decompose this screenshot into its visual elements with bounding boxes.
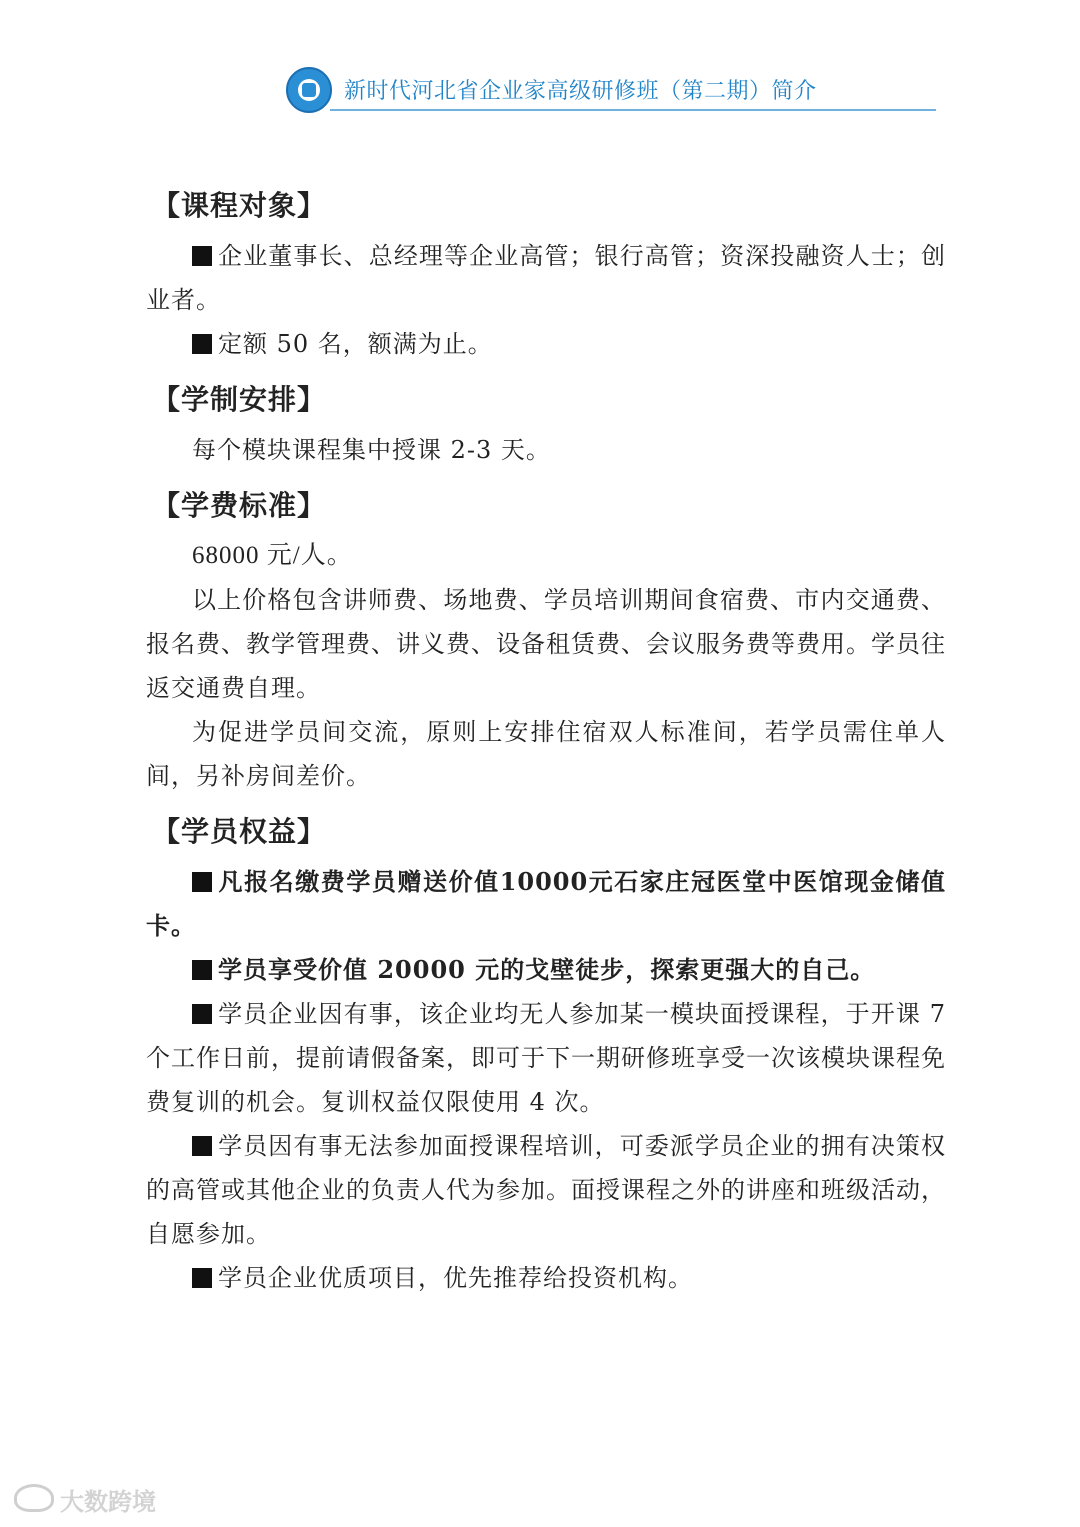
square-bullet-icon xyxy=(192,872,212,892)
page-header xyxy=(280,64,936,112)
square-bullet-icon xyxy=(192,246,212,266)
section-title-benefits: 【学员权益】 xyxy=(152,815,327,848)
watermark-logo-icon xyxy=(14,1484,54,1512)
institute-logo-icon xyxy=(286,67,332,113)
square-bullet-icon xyxy=(192,1268,212,1288)
square-bullet-icon xyxy=(192,1004,212,1024)
section-title-schedule: 【学制安排】 xyxy=(152,383,327,416)
header-title: 新时代河北省企业家高级研修班（第二期）简介 xyxy=(344,79,817,104)
tuition-price: 68000 元/人。 xyxy=(192,542,353,569)
document-body xyxy=(146,186,946,1300)
section-title-course-target: 【课程对象】 xyxy=(152,189,327,222)
square-bullet-icon xyxy=(192,1136,212,1156)
watermark-text: 大数跨境 xyxy=(60,1488,156,1516)
header-divider xyxy=(330,109,936,111)
watermark xyxy=(14,1478,154,1518)
square-bullet-icon xyxy=(192,334,212,354)
paragraph: 学员因有事无法参加面授课程培训，可委派学员企业的拥有决策权的高管或其他企业的负责人代为参加。面授课程之外的讲座和班级活动，自愿参加。 xyxy=(146,1132,946,1248)
paragraph: 以上价格包含讲师费、场地费、学员培训期间食宿费、市内交通费、报名费、教学管理费、讲义费、设备租赁费、会议服务费等费用。学员往返交通费自理。 xyxy=(146,586,946,702)
section-title-tuition: 【学费标准】 xyxy=(152,489,327,522)
paragraph: 企业董事长、总经理等企业高管；银行高管；资深投融资人士；创业者。 xyxy=(146,242,946,314)
paragraph: 每个模块课程集中授课 2-3 天。 xyxy=(192,436,551,464)
paragraph: 定额 50 名，额满为止。 xyxy=(146,322,946,366)
square-bullet-icon xyxy=(192,960,212,980)
paragraph: 学员企业因有事，该企业均无人参加某一模块面授课程，于开课 7 个工作日前，提前请假备案，即可于下一期研修班享受一次该模块课程免费复训的机会。复训权益仅限使用 4 次。 xyxy=(146,1000,946,1116)
paragraph: 凡报名缴费学员赠送价值10000元石家庄冠医堂中医馆现金储值卡。 xyxy=(146,867,946,940)
paragraph: 学员享受价值 20000 元的戈壁徒步，探索更强大的自己。 xyxy=(146,948,946,992)
paragraph: 学员企业优质项目，优先推荐给投资机构。 xyxy=(146,1256,946,1300)
paragraph: 为促进学员间交流，原则上安排住宿双人标准间，若学员需住单人间，另补房间差价。 xyxy=(146,718,946,790)
